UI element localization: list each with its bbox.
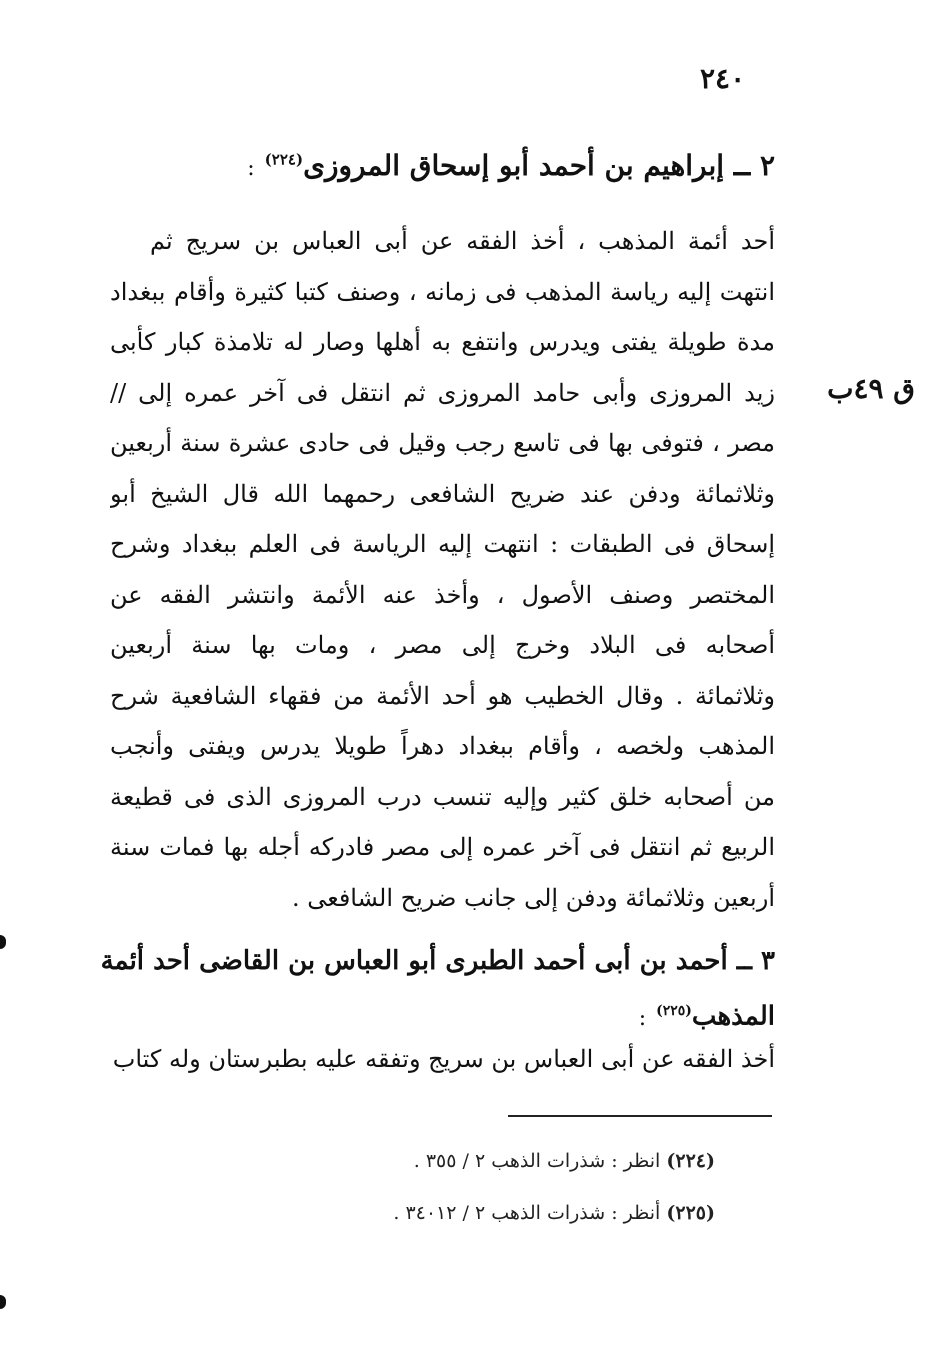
footnote-ref-224: (٢٢٤) bbox=[264, 150, 304, 169]
text-line: الربيع ثم انتقل فى آخر عمره إلى مصر فادركه أجله بها فمات سنة bbox=[110, 833, 775, 861]
text-line: مصر ، فتوفى بها فى تاسع رجب وقيل فى حادى عشرة سنة أربعين bbox=[110, 429, 775, 457]
page-number: ٢٤٠ bbox=[700, 62, 746, 95]
footnote-ref-225: (٢٢٥) bbox=[656, 1003, 692, 1019]
scan-edge-mark bbox=[0, 935, 6, 949]
entry-heading-ahmad-line1: ٣ ــ أحمد بن أبى أحمد الطبرى أبو العباس بن القاضى أحد أئمة bbox=[100, 946, 775, 976]
heading-colon: : bbox=[638, 1005, 647, 1031]
footnote-224 bbox=[414, 1150, 715, 1172]
text-line: أخذ الفقه عن أبى العباس بن سريج وتفقه عليه بطبرستان وله كتاب bbox=[112, 1045, 775, 1073]
manuscript-folio-note: ق ٤٩ب bbox=[827, 372, 915, 405]
footnote-number: (٢٢٤) bbox=[666, 1150, 715, 1172]
footnote-225 bbox=[393, 1202, 715, 1224]
text-line: أصحابه فى البلاد وخرج إلى مصر ، ومات بها سنة أربعين bbox=[110, 631, 775, 659]
text-line: وثلاثمائة . وقال الخطيب هو أحد الأئمة من فقهاء الشافعية شرح bbox=[110, 681, 775, 710]
text-line: زيد المروزى وأبى حامد المروزى ثم انتقل فى آخر عمره إلى // bbox=[110, 378, 775, 407]
footnote-separator bbox=[508, 1115, 772, 1117]
entry-heading-ibrahim bbox=[247, 148, 775, 184]
footnote-text: أنظر : شذرات الذهب ٢ / ٣٤٠١٢ . bbox=[393, 1202, 661, 1224]
text-line: من أصحابه خلق كثير وإليه تنسب درب المروزى الذى فى قطيعة bbox=[110, 782, 775, 811]
scan-edge-mark bbox=[0, 1295, 6, 1309]
text-line: إسحاق فى الطبقات : انتهت إليه الرياسة فى العلم ببغداد وشرح bbox=[110, 530, 775, 558]
text-line: وثلاثمائة ودفن عند ضريح الشافعى رحمهما الله قال الشيخ أبو bbox=[110, 479, 775, 508]
text-line: المختصر وصنف الأصول ، وأخذ عنه الأئمة وانتشر الفقه عن bbox=[110, 580, 775, 609]
entry-title: ٢ ــ إبراهيم بن أحمد أبو إسحاق المروزى bbox=[303, 149, 775, 182]
entry-title-continued: المذهب bbox=[691, 1001, 775, 1032]
text-line: أربعين وثلاثمائة ودفن إلى جانب ضريح الشافعى . bbox=[291, 883, 775, 912]
footnote-number: (٢٢٥) bbox=[666, 1202, 715, 1224]
heading-colon: : bbox=[247, 156, 255, 181]
text-line: أحد أئمة المذهب ، أخذ الفقه عن أبى العباس بن سريج ثم bbox=[150, 227, 775, 255]
text-line: انتهت إليه رياسة المذهب فى زمانه ، وصنف كتبا كثيرة وأقام ببغداد bbox=[110, 277, 775, 306]
footnote-text: انظر : شذرات الذهب ٢ / ٣٥٥ . bbox=[413, 1150, 661, 1172]
text-line: مدة طويلة يفتى ويدرس وانتفع به أهلها وصار له تلامذة كبار كأبى bbox=[110, 328, 775, 356]
text-line: المذهب ولخصه ، وأقام ببغداد دهراً طويلا يدرس ويفتى وأنجب bbox=[110, 732, 775, 760]
